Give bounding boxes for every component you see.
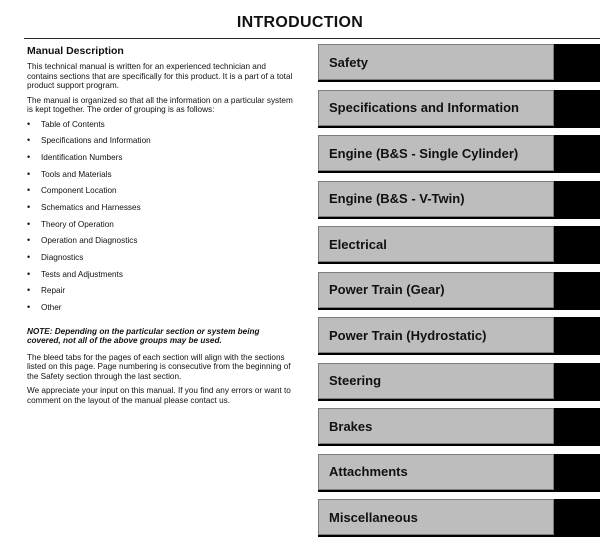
title-divider bbox=[24, 38, 600, 39]
section-tab-label: Miscellaneous bbox=[318, 499, 554, 535]
section-tab-label: Safety bbox=[318, 44, 554, 80]
section-tab-power-train-gear[interactable] bbox=[318, 272, 600, 310]
section-tab-label: Power Train (Hydrostatic) bbox=[318, 317, 554, 353]
intro-paragraph: This technical manual is written for an experienced technician and contains sections that are specifically for this product. It is a part of a total product support program. bbox=[27, 62, 293, 90]
section-tab-engine-single[interactable] bbox=[318, 135, 600, 173]
list-item: • Operation and Diagnostics bbox=[27, 236, 293, 253]
section-tab-label: Engine (B&S - Single Cylinder) bbox=[318, 135, 554, 171]
section-tab-label: Specifications and Information bbox=[318, 90, 554, 126]
organization-paragraph: The manual is organized so that all the information on a particular system is kept together. The order of grouping is as follows: bbox=[27, 95, 293, 114]
feedback-paragraph: We appreciate your input on this manual. If you find any errors or want to comment on the layout of the manual please contact us. bbox=[27, 386, 291, 405]
section-tab-attachments[interactable] bbox=[318, 454, 600, 492]
section-tabs bbox=[318, 44, 600, 545]
section-tab-label: Steering bbox=[318, 363, 554, 399]
list-item: • Tools and Materials bbox=[27, 170, 293, 187]
section-tab-brakes[interactable] bbox=[318, 408, 600, 446]
bleed-tabs-paragraph: The bleed tabs for the pages of each section will align with the sections listed on this page. Page numbering is consecutive from the beginning of the Safety section through the last section. bbox=[27, 352, 291, 381]
list-item: • Table of Contents bbox=[27, 120, 293, 137]
list-item: • Theory of Operation bbox=[27, 220, 293, 237]
section-tab-engine-vtwin[interactable] bbox=[318, 181, 600, 219]
section-tab-label: Engine (B&S - V-Twin) bbox=[318, 181, 554, 217]
list-item: • Diagnostics bbox=[27, 253, 293, 270]
note-paragraph: NOTE: Depending on the particular section or system being covered, not all of the above groups may be used. bbox=[27, 326, 260, 346]
list-item: • Repair bbox=[27, 286, 293, 303]
grouping-list bbox=[27, 120, 293, 320]
section-tab-specifications[interactable] bbox=[318, 90, 600, 128]
page-title: INTRODUCTION bbox=[236, 14, 364, 31]
manual-description bbox=[27, 45, 293, 410]
section-tab-label: Brakes bbox=[318, 408, 554, 444]
list-item: • Component Location bbox=[27, 186, 293, 203]
description-heading: Manual Description bbox=[27, 45, 124, 57]
section-tab-electrical[interactable] bbox=[318, 226, 600, 264]
section-tab-safety[interactable] bbox=[318, 44, 600, 82]
list-item: • Other bbox=[27, 303, 293, 320]
list-item: • Tests and Adjustments bbox=[27, 270, 293, 287]
section-tab-label: Electrical bbox=[318, 226, 554, 262]
list-item: • Schematics and Harnesses bbox=[27, 203, 293, 220]
section-tab-miscellaneous[interactable] bbox=[318, 499, 600, 537]
section-tab-label: Attachments bbox=[318, 454, 554, 490]
section-tab-label: Power Train (Gear) bbox=[318, 272, 554, 308]
list-item: • Specifications and Information bbox=[27, 136, 293, 153]
section-tab-power-train-hydrostatic[interactable] bbox=[318, 317, 600, 355]
section-tab-steering[interactable] bbox=[318, 363, 600, 401]
list-item: • Identification Numbers bbox=[27, 153, 293, 170]
